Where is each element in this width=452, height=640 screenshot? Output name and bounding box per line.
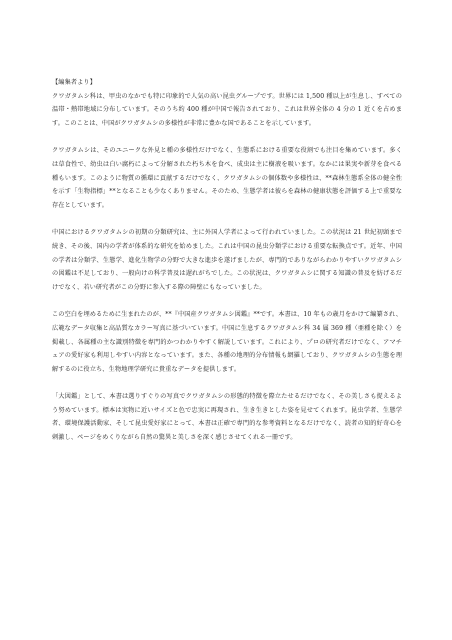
paragraph-gap bbox=[52, 376, 402, 390]
document-body bbox=[52, 76, 402, 445]
paragraph-ecology: クワガタムシは、そのユニークな外見と種の多様性だけでなく、生態系における重要な役割でも注目を集めています。多くは草食性で、幼虫は白い腐朽によって分解された朽ち木を食べ、成虫は主に樹液を吸います。なかには果実や新芽を食べる種もいます。このように物質の循環に貢献するだけでなく、クワガタムシの個体数や多様性は、**森林生態系全体の健全性を示す「生物指標」**となることも少なくありません。そのため、生態学者は彼らを森林の健康状態を評価する上で重要な存在としています。 bbox=[52, 147, 402, 209]
paragraph-gap bbox=[52, 212, 402, 226]
paragraph-book-value: 「大図鑑」として、本書は選りすぐりの写真でクワガタムシの形態的特徴を際立たせるだけでなく、その美しさも捉えるよう努めています。標本は実物に近いサイズと色で忠実に再現され、生き生きとした姿を見せてくれます。昆虫学者、生態学者、環境保護活動家、そして昆虫愛好家にとって、本書は正確で専門的な参考資料となるだけでなく、読者の知的好奇心を刺激し、ページをめくりながら自然の驚異と美しさを深く感じさせてくれる一冊です。 bbox=[52, 393, 402, 442]
editor-note-heading: 【編集者より】 bbox=[52, 79, 97, 86]
paragraph-gap bbox=[52, 294, 402, 308]
paragraph-research-history: 中国におけるクワガタムシの初期の分類研究は、主に外国人学者によって行われていました。この状況は 21 世紀初頭まで続き、その後、国内の学者が体系的な研究を始めました。これは中国の昆虫分類学における重要な転換点です。近年、中国の学者は分類学、生態学、進化生物学の分野で大きな進歩を遂げましたが、専門的でありながらわかりやすいクワガタムシの図鑑は不足しており、一般向けの科学普及は遅れがちでした。この状況は、クワガタムシに関する知識の普及を妨げるだけでなく、若い研究者がこの分野に参入する際の障壁にもなっていました。 bbox=[52, 229, 402, 291]
paragraph-distribution: クワガタムシ科は、甲虫のなかでも特に印象的で人気の高い昆虫グループです。世界には 1,500 種以上が生息し、すべての温帯・熱帯地域に分布しています。そのうち約 400 種が中国で報告されており、これは世界全体の 4 分の 1 近くを占めます。このことは、中国がクワガタムシの多様性が非常に豊かな国であることを示しています。 bbox=[52, 92, 402, 127]
paragraph-gap bbox=[52, 130, 402, 144]
paragraph-book-contents: この空白を埋めるために生まれたのが、**『中国産クワガタムシ図鑑』**です。本書は、10 年もの歳月をかけて編纂され、広範なデータ収集と高品質なカラー写真に基づいています。中国に生息するクワガタムシ科 34 属 369 種（亜種を除く）を掲載し、各属種の主な識別特徴を専門的かつわかりやすく解説しています。これにより、プロの研究者だけでなく、アマチュアの愛好家も利用しやすい内容となっています。また、各種の地理的分布情報も網羅しており、クワガタムシの生態を理解するのに役立ち、生物地理学研究に貴重なデータを提供します。 bbox=[52, 311, 402, 373]
